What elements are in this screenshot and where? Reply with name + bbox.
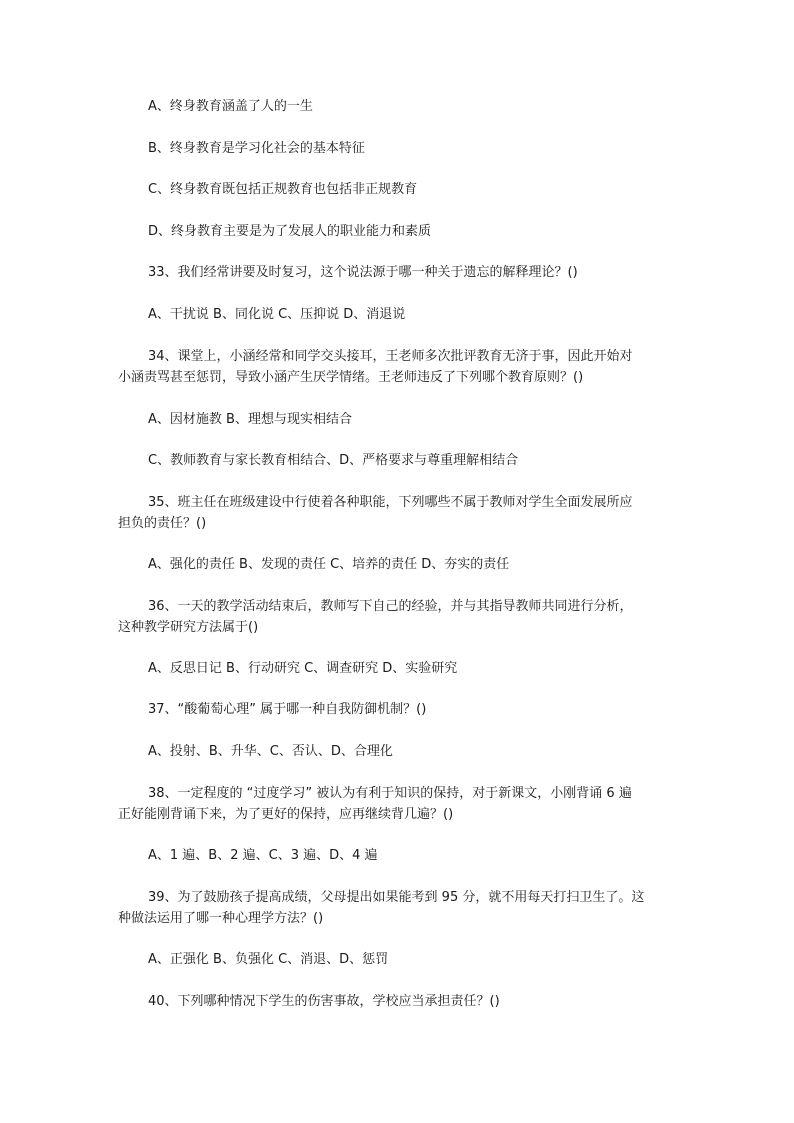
question-text: 39、为了鼓励孩子提高成绩，父母提出如果能考到 95 分，就不用每天打扫卫生了。这 [148,890,645,905]
question-text: 37、“酸葡萄心理” 属于哪一种自我防御机制？() [148,702,427,717]
answer-option: A、干扰说 B、同化说 C、压抑说 D、消退说 [148,307,406,322]
answer-option: A、反思日记 B、行动研究 C、调查研究 D、实验研究 [148,661,458,676]
question-text-continued: 小涵责骂甚至惩罚，导致小涵产生厌学情绪。王老师违反了下列哪个教育原则？() [118,370,584,385]
question-text: 36、一天的教学活动结束后，教师写下自己的经验，并与其指导教师共同进行分析， [148,599,633,614]
answer-option: C、教师教育与家长教育相结合、D、严格要求与尊重理解相结合 [148,453,519,468]
question-text: 40、下列哪种情况下学生的伤害事故，学校应当承担责任？() [148,994,500,1009]
answer-option: C、终身教育既包括正规教育也包括非正规教育 [148,182,418,197]
question-text-continued: 担负的责任？() [118,516,207,531]
question-text: 38、一定程度的 “过度学习” 被认为有利于知识的保持，对于新课文，小刚背诵 6 遍 [148,786,632,801]
question-text: 35、班主任在班级建设中行使着各种职能，下列哪些不属于教师对学生全面发展所应 [148,495,633,510]
answer-option: A、1 遍、B、2 遍、C、3 遍、D、4 遍 [148,848,378,863]
question-text-continued: 这种教学研究方法属于() [118,620,259,635]
answer-option: D、终身教育主要是为了发展人的职业能力和素质 [148,224,432,239]
question-text-continued: 种做法运用了哪一种心理学方法？() [118,911,324,926]
answer-option: A、正强化 B、负强化 C、消退、D、惩罚 [148,952,389,967]
question-text: 33、我们经常讲要及时复习，这个说法源于哪一种关于遗忘的解释理论？() [148,265,578,280]
answer-option: A、强化的责任 B、发现的责任 C、培养的责任 D、夯实的责任 [148,557,510,572]
answer-option: A、终身教育涵盖了人的一生 [148,99,313,114]
answer-option: A、因材施教 B、理想与现实相结合 [148,412,352,427]
answer-option: A、投射、B、升华、C、否认、D、合理化 [148,744,393,759]
question-text-continued: 正好能刚背诵下来，为了更好的保持，应再继续背几遍？() [118,807,454,822]
answer-option: B、终身教育是学习化社会的基本特征 [148,141,365,156]
question-text: 34、课堂上，小涵经常和同学交头接耳，王老师多次批评教育无济于事，因此开始对 [148,349,633,364]
